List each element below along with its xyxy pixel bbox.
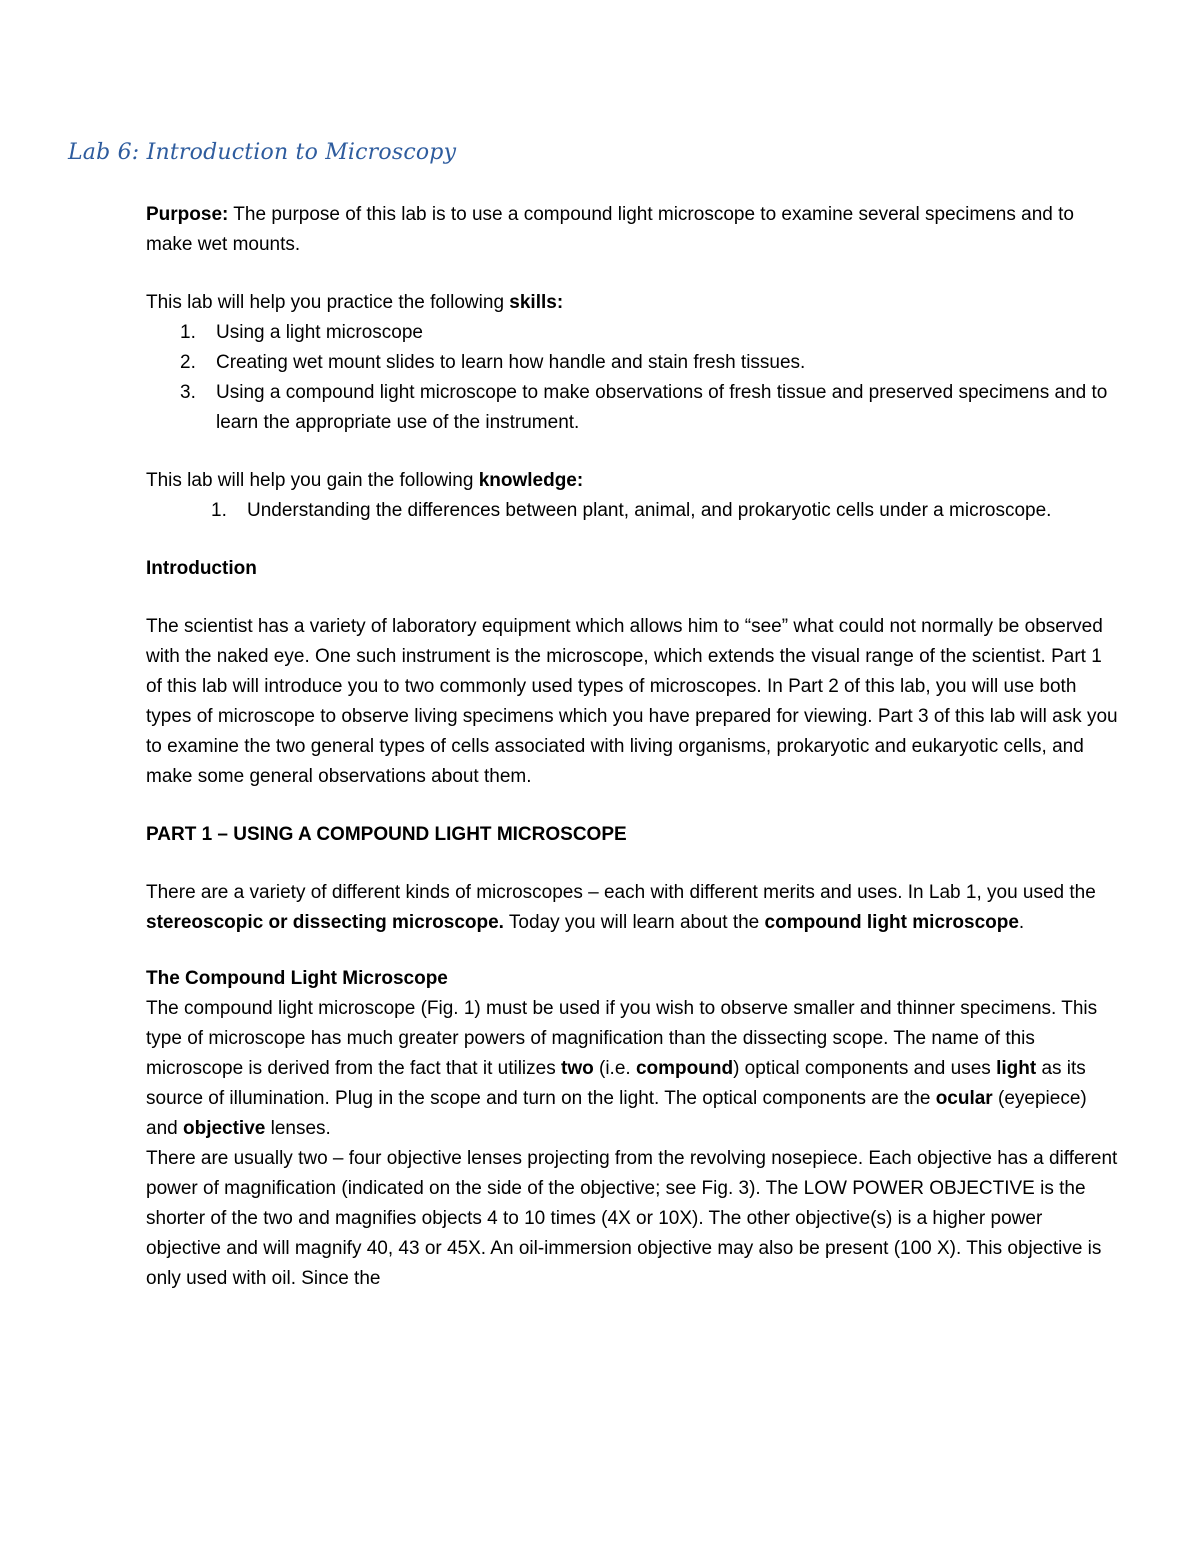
- part1-paragraph: [146, 878, 1121, 938]
- list-number: 3.: [180, 382, 196, 403]
- skills-intro: [146, 288, 1121, 318]
- skills-keyword: skills:: [509, 292, 564, 313]
- compound-heading: The Compound Light Microscope: [146, 968, 448, 989]
- compound-text-2: (i.e.: [593, 1058, 636, 1079]
- compound-text-6: lenses.: [265, 1118, 331, 1139]
- compound-text-5: (eyepiece) and: [146, 1088, 1087, 1139]
- skills-intro-text: This lab will help you practice the following: [146, 292, 510, 313]
- list-item-text: Understanding the differences between plant, animal, and prokaryotic cells under a microscope.: [247, 500, 1052, 521]
- part1-text-2: Today you will learn about the: [503, 912, 765, 933]
- purpose-label: Purpose:: [146, 204, 229, 225]
- compound-bold-5: objective: [182, 1118, 266, 1139]
- part1-text-1: There are a variety of different kinds of microscopes – each with different merits and uses. In Lab 1, you used the: [146, 882, 1096, 903]
- part1-bold-2: compound light microscope: [764, 912, 1019, 933]
- document-body: [146, 200, 1121, 1294]
- introduction-heading: Introduction: [146, 558, 257, 579]
- skills-list: [146, 318, 1121, 438]
- knowledge-intro: [146, 466, 1121, 496]
- compound-bold-1: two: [561, 1058, 594, 1079]
- list-number: 1.: [180, 322, 196, 343]
- list-number: 2.: [180, 352, 196, 373]
- part1-heading: PART 1 – USING A COMPOUND LIGHT MICROSCOPE: [146, 824, 627, 845]
- list-item: [146, 318, 1121, 348]
- compound-text-3: ) optical components and uses: [733, 1058, 997, 1079]
- part1-bold-1: stereoscopic or dissecting microscope.: [146, 912, 504, 933]
- document-title: Lab 6: Introduction to Microscopy: [68, 140, 457, 165]
- list-number: 1.: [211, 500, 227, 521]
- part1-text-3: .: [1018, 912, 1025, 933]
- compound-paragraph-2: There are usually two – four objective lenses projecting from the revolving nosepiece. Each objective has a different power of magnification (indicated on the side of the objective; see Fig. 3). The LOW POWER OBJECTIVE is the shorter of the two and magnifies objects 4 to 10 times (4X or 10X). The other objective(s) is a higher power objective and will magnify 40, 43 or 45X. An oil-immersion objective may also be present (100 X). This objective is only used with oil. Since the: [146, 1148, 1118, 1289]
- list-item: [146, 348, 1121, 378]
- knowledge-list: [146, 496, 1121, 526]
- list-item-text: Using a compound light microscope to make observations of fresh tissue and preserved specimens and to learn the appropriate use of the instrument.: [216, 382, 1108, 433]
- list-item: [146, 496, 1121, 526]
- knowledge-keyword: knowledge:: [478, 470, 584, 491]
- list-item-text: Using a light microscope: [216, 322, 423, 343]
- compound-bold-2: compound: [635, 1058, 734, 1079]
- list-item: [146, 378, 1121, 438]
- compound-bold-4: ocular: [935, 1088, 993, 1109]
- knowledge-intro-text: This lab will help you gain the following: [146, 470, 479, 491]
- list-item-text: Creating wet mount slides to learn how handle and stain fresh tissues.: [216, 352, 806, 373]
- compound-text-1: The compound light microscope (Fig. 1) must be used if you wish to observe smaller and thinner specimens. This type of microscope has much greater powers of magnification than the dissecting scope. The name of this microscope is derived from the fact that it utilizes: [146, 998, 1098, 1079]
- compound-paragraph-1: [146, 994, 1121, 1144]
- compound-bold-3: light: [996, 1058, 1037, 1079]
- introduction-paragraph: The scientist has a variety of laboratory equipment which allows him to “see” what could not normally be observed with the naked eye. One such instrument is the microscope, which extends the visual range of the scientist. Part 1 of this lab will introduce you to two commonly used types of microscopes. In Part 2 of this lab, you will use both types of microscope to observe living specimens which you have prepared for viewing. Part 3 of this lab will ask you to examine the two general types of cells associated with living organisms, prokaryotic and eukaryotic cells, and make some general observations about them.: [146, 616, 1118, 787]
- purpose-text: The purpose of this lab is to use a compound light microscope to examine several specimens and to make wet mounts.: [146, 204, 1074, 255]
- compound-text-4: as its source of illumination. Plug in the scope and turn on the light. The optical components are the: [146, 1058, 1086, 1109]
- purpose-paragraph: [146, 200, 1121, 260]
